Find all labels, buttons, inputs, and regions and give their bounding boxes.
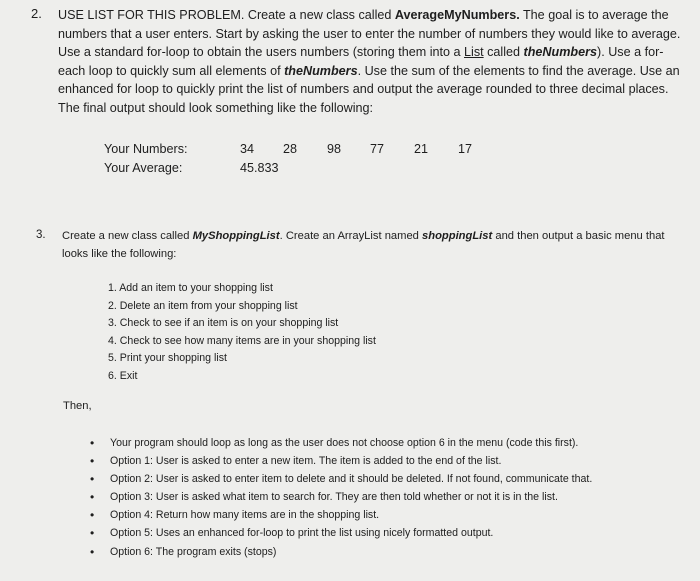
list-item-text: Option 1: User is asked to enter a new item. The item is added to the end of the list.: [110, 455, 502, 468]
list-item: [90, 434, 592, 452]
requirements-list: [90, 434, 592, 561]
shopping-menu: [108, 280, 376, 386]
list-item-text: Option 5: Uses an enhanced for-loop to print the list using nicely formatted output.: [110, 527, 494, 540]
list-item: [90, 506, 592, 524]
p2-list-word: List: [464, 45, 484, 60]
bullet-icon: •: [90, 472, 95, 487]
number-value: 98: [327, 142, 342, 156]
list-item-text: Your program should loop as long as the user does not choose option 6 in the menu (code this first).: [110, 437, 579, 449]
number-value: 21: [414, 142, 429, 156]
list-item: [90, 488, 592, 506]
menu-item: 1. Add an item to your shopping list: [108, 282, 273, 294]
problem-3-number: 3.: [36, 229, 46, 241]
p2-text-1: USE LIST FOR THIS PROBLEM. Create a new class called: [58, 8, 395, 22]
p2-var-name: theNumbers: [523, 45, 598, 60]
p2-text-3: called: [483, 45, 524, 60]
p2-text-2: The goal is to average the numbers that a user enters. Start by asking the user to enter the number of numbers they would like to average. Use a standard for-loop to obtain the users numbers (storing them into a: [58, 8, 681, 60]
bullet-icon: •: [90, 490, 95, 505]
problem-2-text: [58, 6, 686, 118]
list-item-text: Option 2: User is asked to enter item to delete and it should be deleted. If not found, communicate that.: [110, 473, 593, 486]
p2-var-name-2: theNumbers: [284, 63, 358, 78]
bullet-icon: •: [90, 454, 95, 469]
p2-text-5: . Use the sum of the elements to find the average. Use an enhanced for loop to quickly print the list of numbers and output the average rounded to three decimal places. The final output should look something like the following:: [58, 63, 680, 115]
p3-text-1: Create a new class called: [62, 230, 193, 242]
menu-item: 5. Print your shopping list: [108, 352, 227, 365]
list-item: [90, 524, 592, 542]
list-item: [90, 470, 592, 488]
menu-item: 4. Check to see how many items are in your shopping list: [108, 334, 376, 347]
list-item-text: Option 6: The program exits (stops): [110, 545, 277, 558]
bullet-icon: •: [90, 526, 95, 541]
bullet-icon: •: [90, 544, 95, 559]
menu-item: 6. Exit: [108, 369, 138, 382]
number-value: 28: [283, 142, 298, 156]
number-value: 77: [370, 142, 385, 156]
p2-class-name: AverageMyNumbers.: [394, 8, 520, 22]
menu-item: 3. Check to see if an item is on your shopping list: [108, 317, 339, 330]
numbers-label: Your Numbers:: [104, 142, 188, 156]
number-value: 34: [240, 142, 255, 156]
list-item: [90, 452, 592, 470]
problem-3-text: [62, 228, 672, 263]
p3-text-3: and then output a basic menu that looks like the following:: [62, 230, 665, 260]
menu-item: 2. Delete an item from your shopping list: [108, 299, 298, 312]
then-label: Then,: [63, 400, 92, 412]
list-item-text: Option 4: Return how many items are in the shopping list.: [110, 509, 380, 522]
bullet-icon: •: [90, 436, 95, 450]
number-value: 17: [458, 142, 473, 156]
p2-text-4: ). Use a for-each loop to quickly sum all elements of: [58, 45, 664, 78]
p3-class-name: MyShoppingList: [192, 230, 280, 242]
average-label: Your Average:: [104, 161, 183, 175]
list-item: [90, 543, 592, 561]
bullet-icon: •: [90, 508, 95, 523]
p3-list-name: shoppingList: [422, 230, 493, 242]
average-value: 45.833: [240, 161, 279, 175]
problem-2-number: 2.: [31, 6, 42, 21]
list-item-text: Option 3: User is asked what item to search for. They are then told whether or not it is in the list.: [110, 491, 558, 504]
p3-text-2: . Create an ArrayList named: [279, 230, 423, 242]
